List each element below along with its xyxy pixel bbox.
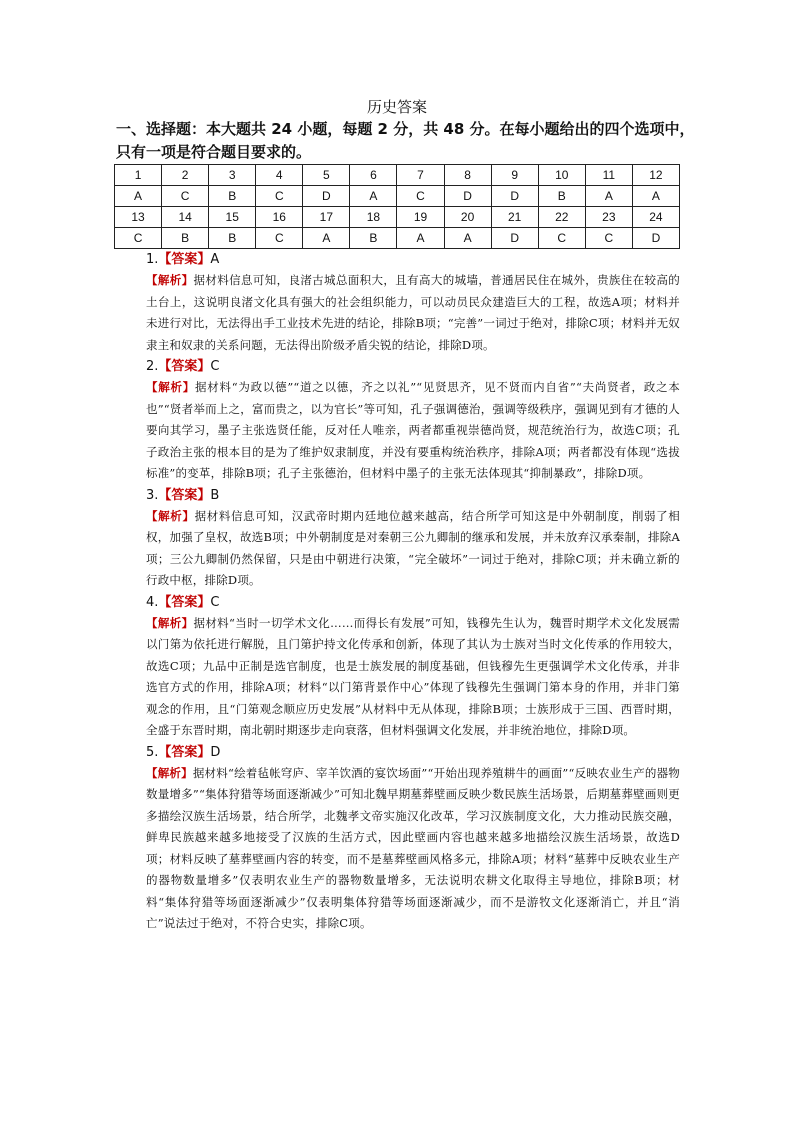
answer-table-cell: A (585, 186, 632, 207)
answer-table-cell: 11 (585, 165, 632, 186)
answer-table-cell: C (162, 186, 209, 207)
answer-line (146, 743, 680, 763)
answer-table-cell: 6 (350, 165, 397, 186)
question-number: 1. (146, 252, 159, 267)
answer-line (146, 250, 680, 270)
answer-table-cell: 15 (209, 207, 256, 228)
answer-table-cell: 22 (538, 207, 585, 228)
question-number: 5. (146, 744, 159, 760)
answer-letter: D (210, 744, 221, 760)
answer-tag: 【答案】 (158, 744, 211, 760)
answer-table-cell: 7 (397, 165, 444, 186)
explanations (146, 250, 680, 936)
answer-table-cell: 2 (162, 165, 209, 186)
answer-table-cell: C (397, 186, 444, 207)
answer-table-cell: A (350, 186, 397, 207)
answer-table-cell: 13 (115, 207, 162, 228)
answer-table (114, 164, 680, 249)
answer-table-cell: B (538, 186, 585, 207)
answer-table-row (115, 207, 680, 228)
explanation-text (146, 506, 680, 592)
answer-tag: 【答案】 (158, 252, 211, 267)
answer-table-cell: 4 (256, 165, 303, 186)
answer-table-row (115, 186, 680, 207)
question-block (146, 743, 680, 935)
answer-table-cell: 9 (491, 165, 538, 186)
answer-tag: 【答案】 (158, 594, 211, 610)
explanation-body: 据材料信息可知，汉武帝时期内廷地位越来越高，结合所学可知这是中外朝制度，削弱了相权，加强了皇权，故选B项；中外朝制度是对秦朝三公九卿制的继承和发展，并未放弃汉承秦制，排除A项；三公九卿制仍然保留，只是由中朝进行决策，“完全破坏”一词过于绝对，排除C项；并未确立新的行政中枢，排除D项。 (146, 508, 680, 587)
question-block (146, 357, 680, 485)
answer-table-cell: 19 (397, 207, 444, 228)
answer-table-cell: 14 (162, 207, 209, 228)
explanation-text (146, 763, 680, 935)
answer-table-cell: D (491, 228, 538, 249)
answer-table-cell: 24 (632, 207, 679, 228)
explanation-body: 据材料信息可知，良渚古城总面积大，且有高大的城墙，普通居民住在城外，贵族住在较高的土台上，这说明良渚文化具有强大的社会组织能力，可以动员民众建造巨大的工程，故选A项；材料并未进行对比，无法得出手工业技术先进的结论，排除B项；“完善”一词过于绝对，排除C项；材料并无奴隶主和奴隶的关系问题，无法得出阶级矛盾尖锐的结论，排除D项。 (146, 273, 680, 352)
page-title: 历史答案 (366, 98, 427, 116)
answer-table-cell: 10 (538, 165, 585, 186)
answer-table-cell: 3 (209, 165, 256, 186)
answer-table-cell: C (115, 228, 162, 249)
answer-table-cell: A (444, 228, 491, 249)
answer-table-cell: 18 (350, 207, 397, 228)
answer-table-cell: A (115, 186, 162, 207)
answer-table-cell: 8 (444, 165, 491, 186)
answer-table-cell: 23 (585, 207, 632, 228)
explanation-tag: 【解析】 (146, 508, 195, 523)
question-block (146, 593, 680, 742)
answer-table-cell: D (444, 186, 491, 207)
answer-tag: 【答案】 (158, 487, 211, 503)
answer-table-cell: B (162, 228, 209, 249)
answer-letter: C (210, 594, 220, 610)
answer-table-cell: D (491, 186, 538, 207)
section-intro: 一、选择题：本大题共 24 小题，每题 2 分，共 48 分。在每小题给出的四个选项中，只有一项是符合题目要求的。 (116, 120, 695, 161)
answer-table-row (115, 228, 680, 249)
explanation-text (146, 377, 680, 485)
answer-table-cell: C (538, 228, 585, 249)
answer-letter: C (210, 359, 220, 374)
answer-table-cell: A (632, 186, 679, 207)
answer-table-cell: C (585, 228, 632, 249)
question-number: 2. (146, 359, 159, 374)
answer-table-cell: B (350, 228, 397, 249)
explanation-text (146, 613, 680, 742)
answer-table-cell: 17 (303, 207, 350, 228)
answer-table-cell: 5 (303, 165, 350, 186)
answer-table-cell: 12 (632, 165, 679, 186)
explanation-tag: 【解析】 (146, 615, 194, 630)
answer-table-cell: B (209, 186, 256, 207)
answer-table-cell: A (397, 228, 444, 249)
answer-table-cell: B (209, 228, 256, 249)
question-block (146, 250, 680, 356)
answer-table-cell: A (303, 228, 350, 249)
answer-table-cell: D (632, 228, 679, 249)
answer-line (146, 593, 680, 613)
answer-tag: 【答案】 (158, 359, 211, 374)
explanation-tag: 【解析】 (146, 273, 194, 287)
answer-table-cell: C (256, 186, 303, 207)
explanation-tag: 【解析】 (146, 380, 195, 394)
explanation-tag: 【解析】 (146, 765, 193, 780)
question-number: 4. (146, 594, 159, 610)
explanation-body: 据材料“绘着毡帐穹庐、宰羊饮酒的宴饮场面”“开始出现养殖耕牛的画面”“反映农业生产的器物数量增多”“集体狩猎等场面逐渐减少”可知北魏早期墓葬壁画反映少数民族生活场景，后期墓葬壁画则更多描绘汉族生活场景，结合所学，北魏孝文帝实施汉化改革，学习汉族制度文化，大力推动民族交融，鲜卑民族越来越多地接受了汉族的生活方式，因此壁画内容也越来越多地描绘汉族生活场景，故选D项；材料反映了墓葬壁画内容的转变，而不是墓葬壁画风格多元，排除A项；材料“墓葬中反映农业生产的器物数量增多”仅表明农业生产的器物数量增多，无法说明农耕文化取得主导地位，排除B项；材料“集体狩猎等场面逐渐减少”仅表明集体狩猎等场面逐渐减少，而不是游牧文化逐渐消亡，并且“消亡”说法过于绝对，不符合史实，排除C项。 (146, 765, 680, 930)
question-number: 3. (146, 487, 159, 503)
answer-letter: B (210, 487, 220, 503)
answer-table-cell: 16 (256, 207, 303, 228)
explanation-text (146, 270, 680, 356)
explanation-body: 据材料“为政以德”“道之以德，齐之以礼”“见贤思齐，见不贤而内自省”“夫尚贤者，政之本也”“贤者举而上之，富而贵之，以为官长”等可知，孔子强调德治，强调等级秩序，强调见到有才德的人要向其学习，墨子主张选贤任能，反对任人唯亲，两者都重视崇德尚贤，规范统治行为，故选C项；孔子政治主张的根本目的是为了维护奴隶制度，并没有要重构统治秩序，排除A项；两者都没有体现“选拔标准”的变革，排除B项；孔子主张德治，但材料中墨子的主张无法体现其“抑制暴政”，排除D项。 (146, 380, 680, 480)
answer-table-cell: D (303, 186, 350, 207)
answer-table-cell: 1 (115, 165, 162, 186)
answer-letter: A (210, 252, 220, 267)
answer-line (146, 486, 680, 506)
question-block (146, 486, 680, 592)
answer-table-row (115, 165, 680, 186)
answer-table-cell: C (256, 228, 303, 249)
explanation-body: 据材料“当时一切学术文化……而得长有发展”可知，钱穆先生认为，魏晋时期学术文化发展需以门第为依托进行解脱，且门第护持文化传承和创新，体现了其认为士族对当时文化传承的作用较大，故选C项；九品中正制是选官制度，也是士族发展的制度基础，但钱穆先生更强调学术文化传承，并非选官方式的作用，排除A项；材料“以门第背景作中心”体现了钱穆先生强调门第本身的作用，并非门第观念的作用，且“门第观念顺应历史发展”从材料中无从体现，排除B项；士族形成于三国、西晋时期，全盛于东晋时期，南北朝时期逐步走向衰落，但材料强调文化发展，并非统治地位，排除D项。 (146, 615, 680, 737)
answer-table-cell: 21 (491, 207, 538, 228)
answer-table-cell: 20 (444, 207, 491, 228)
answer-line (146, 357, 680, 377)
